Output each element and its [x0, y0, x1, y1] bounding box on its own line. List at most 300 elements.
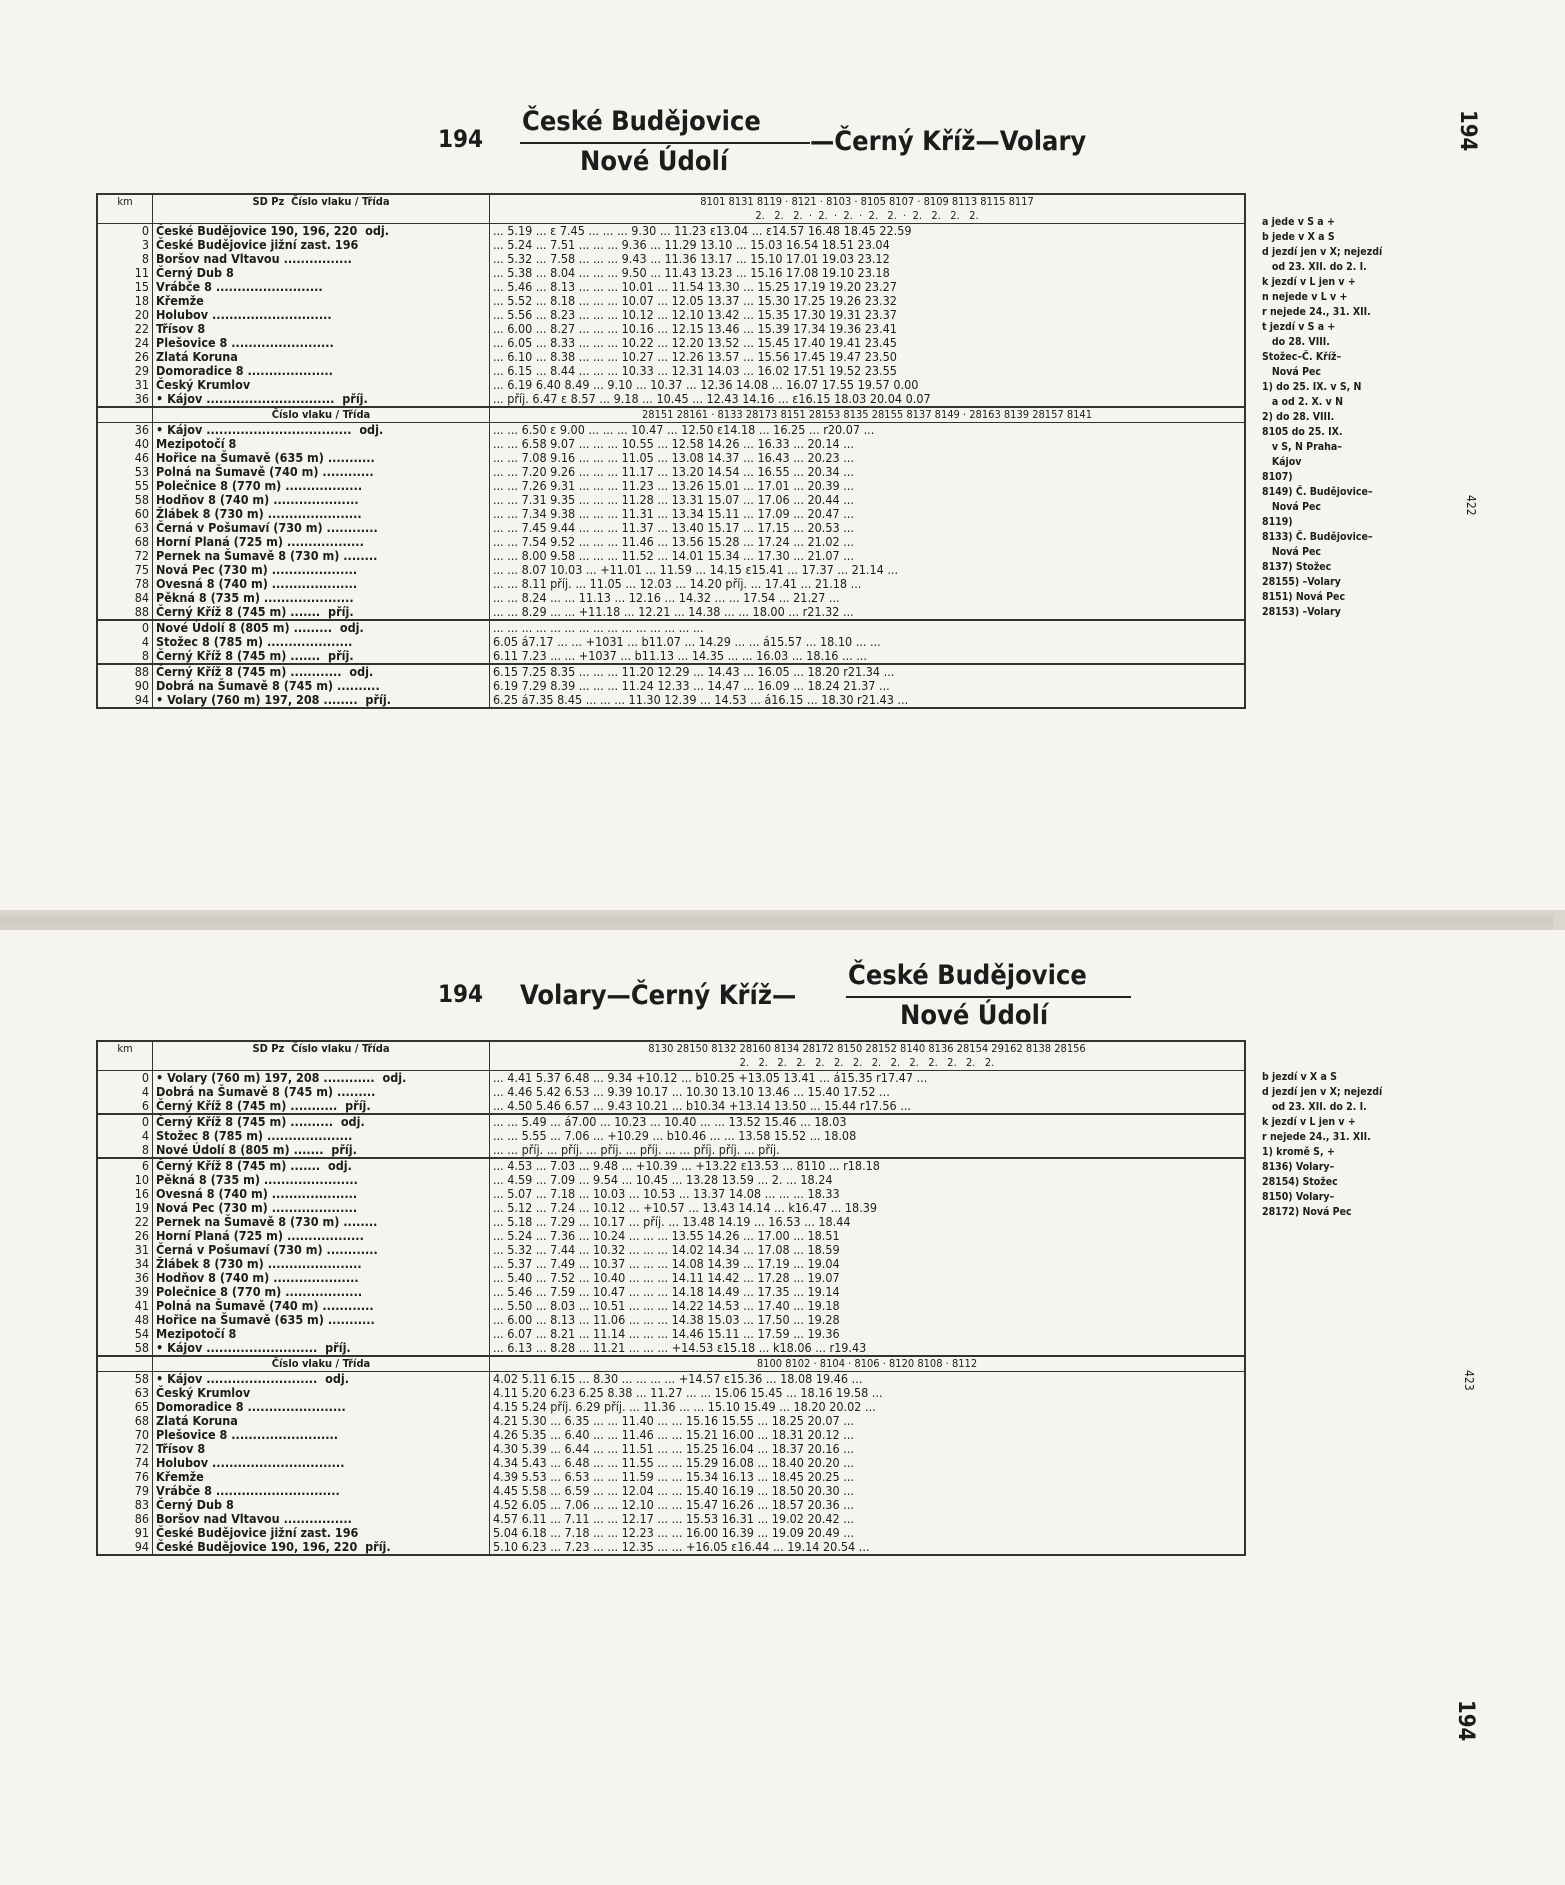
top-section-2 — [97, 423, 1245, 621]
station-name: Polečnice 8 (770 m) .................. — [153, 479, 490, 493]
times-cell: ... 6.13 ... 8.28 ... 11.21 ... ... ... +14.53 ε15.18 ... k18.06 ... r19.43 — [490, 1341, 1246, 1356]
station-name: Žlábek 8 (730 m) ...................... — [153, 1257, 490, 1271]
timetable-row — [97, 1470, 1245, 1484]
station-name: • Kájov .................................. odj. — [153, 423, 490, 438]
footnote-line: 8105 do 25. IX. — [1262, 426, 1343, 438]
times-cell: 4.15 5.24 příj. 6.29 příj. ... 11.36 ... ... 15.10 15.49 ... 18.20 20.02 ... — [490, 1400, 1246, 1414]
timetable-row — [97, 1215, 1245, 1229]
km-cell: 79 — [97, 1484, 153, 1498]
station-header: SD Pz Číslo vlaku / Třída — [153, 1041, 490, 1071]
timetable-row — [97, 563, 1245, 577]
km-cell: 75 — [97, 563, 153, 577]
timetable-row — [97, 252, 1245, 266]
train-number-list: 8101 8131 8119 · 8121 · 8103 · 8105 8107 · 8109 8113 8115 8117 — [700, 195, 1034, 208]
km-cell: 40 — [97, 437, 153, 451]
bottom-page — [0, 930, 1565, 1885]
station-name: Český Krumlov — [153, 378, 490, 392]
km-cell: 26 — [97, 1229, 153, 1243]
times-cell: 6.11 7.23 ... ... +1037 ... b11.13 ... 14.35 ... ... 16.03 ... 18.16 ... ... — [490, 649, 1246, 664]
station-name: Polečnice 8 (770 m) .................. — [153, 1285, 490, 1299]
cislo-label: Číslo vlaku — [291, 1042, 352, 1055]
km-cell: 65 — [97, 1400, 153, 1414]
km-cell: 36 — [97, 423, 153, 438]
timetable-row — [97, 392, 1245, 407]
km-cell: 53 — [97, 465, 153, 479]
times-cell: ... 4.46 5.42 6.53 ... 9.39 10.17 ... 10.30 13.10 13.46 ... 15.40 17.52 ... — [490, 1085, 1246, 1099]
times-cell: ... 5.38 ... 8.04 ... ... ... 9.50 ... 11.43 13.23 ... 15.16 17.08 19.10 23.18 — [490, 266, 1246, 280]
km-cell: 3 — [97, 238, 153, 252]
station-name: Polná na Šumavě (740 m) ............ — [153, 465, 490, 479]
times-cell: ... 5.32 ... 7.58 ... ... ... 9.43 ... 11.36 13.17 ... 15.10 17.01 19.03 23.12 — [490, 252, 1246, 266]
km-cell: 54 — [97, 1327, 153, 1341]
bottom-title-left: Volary—Černý Kříž— — [520, 980, 797, 1011]
times-cell: ... 6.15 ... 8.44 ... ... ... 10.33 ... 12.31 14.03 ... 16.02 17.51 19.52 23.55 — [490, 364, 1246, 378]
km-cell: 39 — [97, 1285, 153, 1299]
km-cell: 74 — [97, 1456, 153, 1470]
station-name: Stožec 8 (785 m) .................... — [153, 1129, 490, 1143]
km-cell: 6 — [97, 1158, 153, 1173]
footnote-line: a jede v S a + — [1262, 216, 1335, 228]
station-name: Černý Kříž 8 (745 m) ....... příj. — [153, 649, 490, 664]
timetable-row — [97, 1456, 1245, 1470]
times-cell: ... ... 6.50 ε 9.00 ... ... ... 10.47 ... 12.50 ε14.18 ... 16.25 ... r20.07 ... — [490, 423, 1246, 438]
station-name: Plešovice 8 ......................... — [153, 1428, 490, 1442]
top-timetable — [96, 193, 1246, 709]
timetable-row — [97, 1071, 1245, 1086]
km-cell: 20 — [97, 308, 153, 322]
station-name: Horní Planá (725 m) .................. — [153, 535, 490, 549]
timetable-row — [97, 437, 1245, 451]
station-name: Hořice na Šumavě (635 m) ........... — [153, 1313, 490, 1327]
timetable-row — [97, 238, 1245, 252]
km-cell: 76 — [97, 1470, 153, 1484]
footnote-line: Stožec–Č. Kříž– — [1262, 351, 1342, 363]
station-name: Horní Planá (725 m) .................. — [153, 1229, 490, 1243]
km-cell: 68 — [97, 1414, 153, 1428]
times-cell: ... 5.56 ... 8.23 ... ... ... 10.12 ... 12.10 13.42 ... 15.35 17.30 19.31 23.37 — [490, 308, 1246, 322]
times-cell: 6.25 á7.35 8.45 ... ... ... 11.30 12.39 ... 14.53 ... á16.15 ... 18.30 r21.43 ... — [490, 693, 1246, 708]
timetable-row — [97, 1372, 1245, 1387]
station-name: • Kájov .......................... odj. — [153, 1372, 490, 1387]
km-cell: 36 — [97, 392, 153, 407]
train-numbers — [490, 194, 1246, 224]
km-cell: 58 — [97, 1341, 153, 1356]
timetable-row — [97, 224, 1245, 239]
footnote-line: d jezdí jen v X; nejezdí — [1262, 246, 1383, 258]
station-name: Mezipotočí 8 — [153, 1327, 490, 1341]
timetable-row — [97, 1512, 1245, 1526]
bottom-side-number: 194 — [1453, 1700, 1478, 1742]
timetable-row — [97, 1285, 1245, 1299]
km-cell: 70 — [97, 1428, 153, 1442]
bottom-title-line1: České Budějovice — [848, 960, 1087, 991]
km-cell: 31 — [97, 1243, 153, 1257]
station-name: Zlatá Koruna — [153, 1414, 490, 1428]
times-cell: ... ... ... ... ... ... ... ... ... ... ... ... ... ... ... — [490, 620, 1246, 635]
footnote-line: b jede v X a S — [1262, 231, 1335, 243]
km-cell: 94 — [97, 693, 153, 708]
station-name: Vrábče 8 ............................. — [153, 1484, 490, 1498]
times-cell: ... 6.05 ... 8.33 ... ... ... 10.22 ... 12.20 13.52 ... 15.45 17.40 19.41 23.45 — [490, 336, 1246, 350]
km-cell: 19 — [97, 1201, 153, 1215]
station-name: • Volary (760 m) 197, 208 ............ odj. — [153, 1071, 490, 1086]
footnote-line: d jezdí jen v X; nejezdí — [1262, 1086, 1383, 1098]
km-cell: 60 — [97, 507, 153, 521]
timetable-row — [97, 1484, 1245, 1498]
timetable-row — [97, 294, 1245, 308]
footnote-line: 8151) Nová Pec — [1262, 591, 1346, 603]
km-cell: 18 — [97, 294, 153, 308]
km-cell: 41 — [97, 1299, 153, 1313]
km-cell: 34 — [97, 1257, 153, 1271]
times-cell: ... ... 8.00 9.58 ... ... ... 11.52 ... 14.01 15.34 ... 17.30 ... 21.07 ... — [490, 549, 1246, 563]
timetable-row — [97, 1428, 1245, 1442]
timetable-row — [97, 1114, 1245, 1129]
train-number-list-2: 28151 28161 · 8133 28173 8151 28153 8135 28155 8137 8149 · 28163 8139 28157 8141 — [490, 407, 1246, 423]
km-cell: 72 — [97, 1442, 153, 1456]
bottom-section-1 — [97, 1071, 1245, 1115]
footnote-line: b jezdí v X a S — [1262, 1071, 1337, 1083]
times-cell: 4.02 5.11 6.15 ... 8.30 ... ... ... ... +14.57 ε15.36 ... 18.08 19.46 ... — [490, 1372, 1246, 1387]
times-cell: 6.19 7.29 8.39 ... ... ... 11.24 12.33 ... 14.47 ... 16.09 ... 18.24 21.37 ... — [490, 679, 1246, 693]
times-cell: ... 6.19 6.40 8.49 ... 9.10 ... 10.37 ... 12.36 14.08 ... 16.07 17.55 19.57 0.00 — [490, 378, 1246, 392]
top-footnotes — [1262, 215, 1382, 620]
station-name: Křemže — [153, 1470, 490, 1484]
times-cell: 4.11 5.20 6.23 6.25 8.38 ... 11.27 ... ... 15.06 15.45 ... 18.16 19.58 ... — [490, 1386, 1246, 1400]
times-cell: ... 5.24 ... 7.51 ... ... ... 9.36 ... 11.29 13.10 ... 15.03 16.54 18.51 23.04 — [490, 238, 1246, 252]
station-name: Žlábek 8 (730 m) ...................... — [153, 507, 490, 521]
km-cell: 4 — [97, 1085, 153, 1099]
train-class-list: 2. 2. 2. 2. 2. 2. 2. 2. 2. 2. 2. 2. 2. 2. — [739, 1056, 995, 1069]
station-name: Černý Kříž 8 (745 m) ....... příj. — [153, 605, 490, 620]
timetable-row — [97, 1271, 1245, 1285]
train-number-list: 8130 28150 8132 28160 8134 28172 8150 28152 8140 8136 28154 29162 8138 28156 — [648, 1042, 1086, 1055]
bottom-title-rule — [846, 996, 1131, 998]
footnote-line: 28153) –Volary — [1262, 606, 1341, 618]
times-cell: ... 5.07 ... 7.18 ... 10.03 ... 10.53 ... 13.37 14.08 ... ... ... 18.33 — [490, 1187, 1246, 1201]
station-name: Černý Dub 8 — [153, 266, 490, 280]
bottom-timetable — [96, 1040, 1246, 1556]
bottom-table-number: 194 — [438, 980, 484, 1008]
timetable-row — [97, 378, 1245, 392]
km-cell: 31 — [97, 378, 153, 392]
times-cell: ... ... 8.29 ... ... +11.18 ... 12.21 ... 14.38 ... ... 18.00 ... r21.32 ... — [490, 605, 1246, 620]
km-cell: 58 — [97, 493, 153, 507]
bottom-section-2 — [97, 1114, 1245, 1158]
station-name: Pěkná 8 (735 m) ..................... — [153, 591, 490, 605]
times-cell: ... ... 5.49 ... á7.00 ... 10.23 ... 10.40 ... ... 13.52 15.46 ... 18.03 — [490, 1114, 1246, 1129]
footnote-line: k jezdí v L jen v + — [1262, 276, 1356, 288]
timetable-row — [97, 1313, 1245, 1327]
times-cell: ... 5.46 ... 7.59 ... 10.47 ... ... ... 14.18 14.49 ... 17.35 ... 19.14 — [490, 1285, 1246, 1299]
times-cell: ... 6.10 ... 8.38 ... ... ... 10.27 ... 12.26 13.57 ... 15.56 17.45 19.47 23.50 — [490, 350, 1246, 364]
station-name: České Budějovice 190, 196, 220 příj. — [153, 1540, 490, 1555]
timetable-row — [97, 1099, 1245, 1114]
times-cell: ... 5.37 ... 7.49 ... 10.37 ... ... ... 14.08 14.39 ... 17.19 ... 19.04 — [490, 1257, 1246, 1271]
top-page — [0, 0, 1565, 910]
km-cell: 0 — [97, 1071, 153, 1086]
times-cell: 4.57 6.11 ... 7.11 ... ... 12.17 ... ... 15.53 16.31 ... 19.02 20.42 ... — [490, 1512, 1246, 1526]
timetable-row — [97, 308, 1245, 322]
km-cell: 46 — [97, 451, 153, 465]
bottom-section-4 — [97, 1372, 1245, 1556]
station-name: Ovesná 8 (740 m) .................... — [153, 577, 490, 591]
timetable-row — [97, 664, 1245, 679]
station-name: Křemže — [153, 294, 490, 308]
km-cell: 8 — [97, 649, 153, 664]
station-name: Dobrá na Šumavě 8 (745 m) ......... — [153, 1085, 490, 1099]
km-cell: 0 — [97, 1114, 153, 1129]
station-name: • Kájov .......................... příj. — [153, 1341, 490, 1356]
times-cell: 4.21 5.30 ... 6.35 ... ... 11.40 ... ... 15.16 15.55 ... 18.25 20.07 ... — [490, 1414, 1246, 1428]
footnote-line: Nová Pec — [1262, 501, 1322, 513]
footnote-line: 1) do 25. IX. v S, N — [1262, 381, 1362, 393]
times-cell: ... 5.12 ... 7.24 ... 10.12 ... +10.57 ... 13.43 14.14 ... k16.47 ... 18.39 — [490, 1201, 1246, 1215]
timetable-row — [97, 1299, 1245, 1313]
top-title-right: —Černý Kříž—Volary — [810, 126, 1087, 157]
station-name: České Budějovice jižní zast. 196 — [153, 238, 490, 252]
timetable-row — [97, 1257, 1245, 1271]
station-name: Dobrá na Šumavě 8 (745 m) .......... — [153, 679, 490, 693]
footnote-line: 8149) Č. Budějovice– — [1262, 486, 1373, 498]
timetable-row — [97, 280, 1245, 294]
station-name: Hořice na Šumavě (635 m) ........... — [153, 451, 490, 465]
timetable-row — [97, 322, 1245, 336]
times-cell: 4.39 5.53 ... 6.53 ... ... 11.59 ... ... 15.34 16.13 ... 18.45 20.25 ... — [490, 1470, 1246, 1484]
timetable-row — [97, 1540, 1245, 1555]
timetable-row — [97, 1243, 1245, 1257]
timetable-row — [97, 693, 1245, 708]
timetable-row — [97, 1327, 1245, 1341]
station-name: Černý Kříž 8 (745 m) ........... příj. — [153, 1099, 490, 1114]
times-cell: ... 5.19 ... ε 7.45 ... ... ... 9.30 ... 11.23 ε13.04 ... ε14.57 16.48 18.45 22.59 — [490, 224, 1246, 239]
header-row-2 — [97, 1356, 1245, 1372]
times-cell: 4.52 6.05 ... 7.06 ... ... 12.10 ... ... 15.47 16.26 ... 18.57 20.36 ... — [490, 1498, 1246, 1512]
train-class-list: 2. 2. 2. · 2. · 2. · 2. 2. · 2. 2. 2. 2. — [755, 209, 979, 222]
km-cell: 0 — [97, 620, 153, 635]
footnote-line: 2) do 28. VIII. — [1262, 411, 1335, 423]
station-name: Hodňov 8 (740 m) .................... — [153, 1271, 490, 1285]
km-cell: 4 — [97, 1129, 153, 1143]
km-cell: 16 — [97, 1187, 153, 1201]
footnote-line: Kájov — [1262, 456, 1302, 468]
times-cell: ... ... 7.34 9.38 ... ... ... 11.31 ... 13.34 15.11 ... 17.09 ... 20.47 ... — [490, 507, 1246, 521]
station-name: Nové Údolí 8 (805 m) ......... odj. — [153, 620, 490, 635]
trida-label: Třída — [361, 1042, 390, 1055]
km-cell: 29 — [97, 364, 153, 378]
footnote-line: 1) kromě S, + — [1262, 1146, 1335, 1158]
times-cell: ... ... 7.31 9.35 ... ... ... 11.28 ... 13.31 15.07 ... 17.06 ... 20.44 ... — [490, 493, 1246, 507]
footnote-line: r nejede 24., 31. XII. — [1262, 306, 1371, 318]
km-header: km — [97, 1041, 153, 1071]
footnote-line: t jezdí v S a + — [1262, 321, 1336, 333]
km-cell: 0 — [97, 224, 153, 239]
station-name: Pernek na Šumavě 8 (730 m) ........ — [153, 549, 490, 563]
times-cell: ... ... příj. ... příj. ... příj. ... příj. ... ... příj. příj. ... příj. — [490, 1143, 1246, 1158]
times-cell: ... 4.41 5.37 6.48 ... 9.34 +10.12 ... b10.25 +13.05 13.41 ... á15.35 r17.47 ... — [490, 1071, 1246, 1086]
footnote-line: r nejede 24., 31. XII. — [1262, 1131, 1371, 1143]
footnote-line: od 23. XII. do 2. I. — [1262, 261, 1367, 273]
times-cell: ... 4.59 ... 7.09 ... 9.54 ... 10.45 ... 13.28 13.59 ... 2. ... 18.24 — [490, 1173, 1246, 1187]
times-cell: 5.04 6.18 ... 7.18 ... ... 12.23 ... ... 16.00 16.39 ... 19.09 20.49 ... — [490, 1526, 1246, 1540]
timetable-row — [97, 1085, 1245, 1099]
station-name: Nová Pec (730 m) .................... — [153, 1201, 490, 1215]
km-cell: 8 — [97, 1143, 153, 1158]
times-cell: ... ... 7.45 9.44 ... ... ... 11.37 ... 13.40 15.17 ... 17.15 ... 20.53 ... — [490, 521, 1246, 535]
times-cell: 6.05 á7.17 ... ... +1031 ... b11.07 ... 14.29 ... ... á15.57 ... 18.10 ... ... — [490, 635, 1246, 649]
header-row — [97, 194, 1245, 224]
station-name: Černý Kříž 8 (745 m) ............ odj. — [153, 664, 490, 679]
km-cell: 26 — [97, 350, 153, 364]
footnote-line: 8136) Volary– — [1262, 1161, 1335, 1173]
timetable-row — [97, 1526, 1245, 1540]
station-name: Černá v Pošumaví (730 m) ............ — [153, 1243, 490, 1257]
footnote-line: n nejede v L v + — [1262, 291, 1348, 303]
footnote-line: do 28. VIII. — [1262, 336, 1330, 348]
timetable-row — [97, 1442, 1245, 1456]
footnote-line: 28155) –Volary — [1262, 576, 1341, 588]
times-cell: ... 5.50 ... 8.03 ... 10.51 ... ... ... 14.22 14.53 ... 17.40 ... 19.18 — [490, 1299, 1246, 1313]
station-name: Pěkná 8 (735 m) ...................... — [153, 1173, 490, 1187]
footnote-line: 8133) Č. Budějovice– — [1262, 531, 1373, 543]
timetable-row — [97, 635, 1245, 649]
timetable-row — [97, 1229, 1245, 1243]
km-cell: 24 — [97, 336, 153, 350]
timetable-row — [97, 493, 1245, 507]
timetable-row — [97, 577, 1245, 591]
timetable-row — [97, 1129, 1245, 1143]
timetable-row — [97, 549, 1245, 563]
station-name: Holubov ............................... — [153, 1456, 490, 1470]
km-cell: 6 — [97, 1099, 153, 1114]
km-cell: 78 — [97, 577, 153, 591]
station-name: Hodňov 8 (740 m) .................... — [153, 493, 490, 507]
times-cell: 5.10 6.23 ... 7.23 ... ... 12.35 ... ... +16.05 ε16.44 ... 19.14 20.54 ... — [490, 1540, 1246, 1555]
km-cell: 88 — [97, 605, 153, 620]
footnote-line: od 23. XII. do 2. I. — [1262, 1101, 1367, 1113]
station-name: Ovesná 8 (740 m) .................... — [153, 1187, 490, 1201]
top-title-rule — [520, 142, 810, 144]
times-cell: ... 6.07 ... 8.21 ... 11.14 ... ... ... 14.46 15.11 ... 17.59 ... 19.36 — [490, 1327, 1246, 1341]
timetable-row — [97, 507, 1245, 521]
times-cell: ... 5.24 ... 7.36 ... 10.24 ... ... ... 13.55 14.26 ... 17.00 ... 18.51 — [490, 1229, 1246, 1243]
timetable-row — [97, 336, 1245, 350]
times-cell: ... 4.53 ... 7.03 ... 9.48 ... +10.39 ... +13.22 ε13.53 ... 8110 ... r18.18 — [490, 1158, 1246, 1173]
timetable-row — [97, 1201, 1245, 1215]
station-name: České Budějovice jižní zast. 196 — [153, 1526, 490, 1540]
km-cell: 15 — [97, 280, 153, 294]
top-section-4 — [97, 664, 1245, 708]
times-cell: ... ... 8.07 10.03 ... +11.01 ... 11.59 ... 14.15 ε15.41 ... 17.37 ... 21.14 ... — [490, 563, 1246, 577]
km-cell: 58 — [97, 1372, 153, 1387]
station-name: České Budějovice 190, 196, 220 odj. — [153, 224, 490, 239]
train-number-list-2: 8100 8102 · 8104 · 8106 · 8120 8108 · 8112 — [490, 1356, 1246, 1372]
bottom-section-3 — [97, 1158, 1245, 1356]
km-cell: 63 — [97, 1386, 153, 1400]
cislo-label-2: Číslo vlaku / Třída — [153, 407, 490, 423]
station-name: Černý Kříž 8 (745 m) ....... odj. — [153, 1158, 490, 1173]
km-cell: 84 — [97, 591, 153, 605]
timetable-row — [97, 1143, 1245, 1158]
station-name: Holubov ............................ — [153, 308, 490, 322]
timetable-row — [97, 591, 1245, 605]
times-cell: ... 4.50 5.46 6.57 ... 9.43 10.21 ... b10.34 +13.14 13.50 ... 15.44 r17.56 ... — [490, 1099, 1246, 1114]
timetable-row — [97, 423, 1245, 438]
station-name: Vrábče 8 ......................... — [153, 280, 490, 294]
km-cell: 86 — [97, 1512, 153, 1526]
timetable-row — [97, 1498, 1245, 1512]
times-cell: ... ... 7.26 9.31 ... ... ... 11.23 ... 13.26 15.01 ... 17.01 ... 20.39 ... — [490, 479, 1246, 493]
km-cell: 55 — [97, 479, 153, 493]
station-header: SD Pz Číslo vlaku / Třída — [153, 194, 490, 224]
top-side-number: 194 — [1455, 110, 1480, 152]
station-name: • Volary (760 m) 197, 208 ........ příj. — [153, 693, 490, 708]
station-name: Plešovice 8 ........................ — [153, 336, 490, 350]
times-cell: ... 5.18 ... 7.29 ... 10.17 ... příj. ... 13.48 14.19 ... 16.53 ... 18.44 — [490, 1215, 1246, 1229]
times-cell: ... 6.00 ... 8.27 ... ... ... 10.16 ... 12.15 13.46 ... 15.39 17.34 19.36 23.41 — [490, 322, 1246, 336]
station-name: Mezipotočí 8 — [153, 437, 490, 451]
footnote-line: a od 2. X. v N — [1262, 396, 1344, 408]
top-title-line1: České Budějovice — [522, 106, 761, 137]
times-cell: ... 5.46 ... 8.13 ... ... ... 10.01 ... 11.54 13.30 ... 15.25 17.19 19.20 23.27 — [490, 280, 1246, 294]
cislo-label-2: Číslo vlaku / Třída — [153, 1356, 490, 1372]
timetable-row — [97, 521, 1245, 535]
km-cell: 90 — [97, 679, 153, 693]
station-name: Boršov nad Vltavou ................ — [153, 1512, 490, 1526]
footnote-line: 28154) Stožec — [1262, 1176, 1338, 1188]
station-name: Černá v Pošumaví (730 m) ............ — [153, 521, 490, 535]
times-cell: ... 6.00 ... 8.13 ... 11.06 ... ... ... 14.38 15.03 ... 17.50 ... 19.28 — [490, 1313, 1246, 1327]
timetable-row — [97, 364, 1245, 378]
header-row-2 — [97, 407, 1245, 423]
timetable-row — [97, 1386, 1245, 1400]
timetable-row — [97, 679, 1245, 693]
km-cell: 22 — [97, 1215, 153, 1229]
timetable-row — [97, 451, 1245, 465]
header-row — [97, 1041, 1245, 1071]
station-name: Zlatá Koruna — [153, 350, 490, 364]
station-name: Český Krumlov — [153, 1386, 490, 1400]
timetable-row — [97, 535, 1245, 549]
footnote-line: Nová Pec — [1262, 366, 1322, 378]
times-cell: 4.30 5.39 ... 6.44 ... ... 11.51 ... ... 15.25 16.04 ... 18.37 20.16 ... — [490, 1442, 1246, 1456]
km-cell: 8 — [97, 252, 153, 266]
timetable-row — [97, 465, 1245, 479]
station-name: Nová Pec (730 m) .................... — [153, 563, 490, 577]
train-numbers — [490, 1041, 1246, 1071]
km-cell: 4 — [97, 635, 153, 649]
timetable-row — [97, 1158, 1245, 1173]
footnote-line: Nová Pec — [1262, 546, 1322, 558]
footnote-line: v S, N Praha– — [1262, 441, 1342, 453]
km-cell: 91 — [97, 1526, 153, 1540]
times-cell: ... ... 8.24 ... ... 11.13 ... 12.16 ... 14.32 ... ... 17.54 ... 21.27 ... — [490, 591, 1246, 605]
km-cell: 48 — [97, 1313, 153, 1327]
times-cell: ... ... 6.58 9.07 ... ... ... 10.55 ... 12.58 14.26 ... 16.33 ... 20.14 ... — [490, 437, 1246, 451]
km-cell: 83 — [97, 1498, 153, 1512]
top-folio: 422 — [1464, 495, 1478, 516]
station-name: Polná na Šumavě (740 m) ............ — [153, 1299, 490, 1313]
footnote-line: 8107) — [1262, 471, 1293, 483]
km-header: km — [97, 194, 153, 224]
timetable-row — [97, 1173, 1245, 1187]
footnote-line: 8119) — [1262, 516, 1293, 528]
bottom-footnotes — [1262, 1070, 1382, 1220]
station-name: • Kájov .............................. příj. — [153, 392, 490, 407]
times-cell: 4.26 5.35 ... 6.40 ... ... 11.46 ... ... 15.21 16.00 ... 18.31 20.12 ... — [490, 1428, 1246, 1442]
km-cell: 63 — [97, 521, 153, 535]
station-name: Boršov nad Vltavou ................ — [153, 252, 490, 266]
